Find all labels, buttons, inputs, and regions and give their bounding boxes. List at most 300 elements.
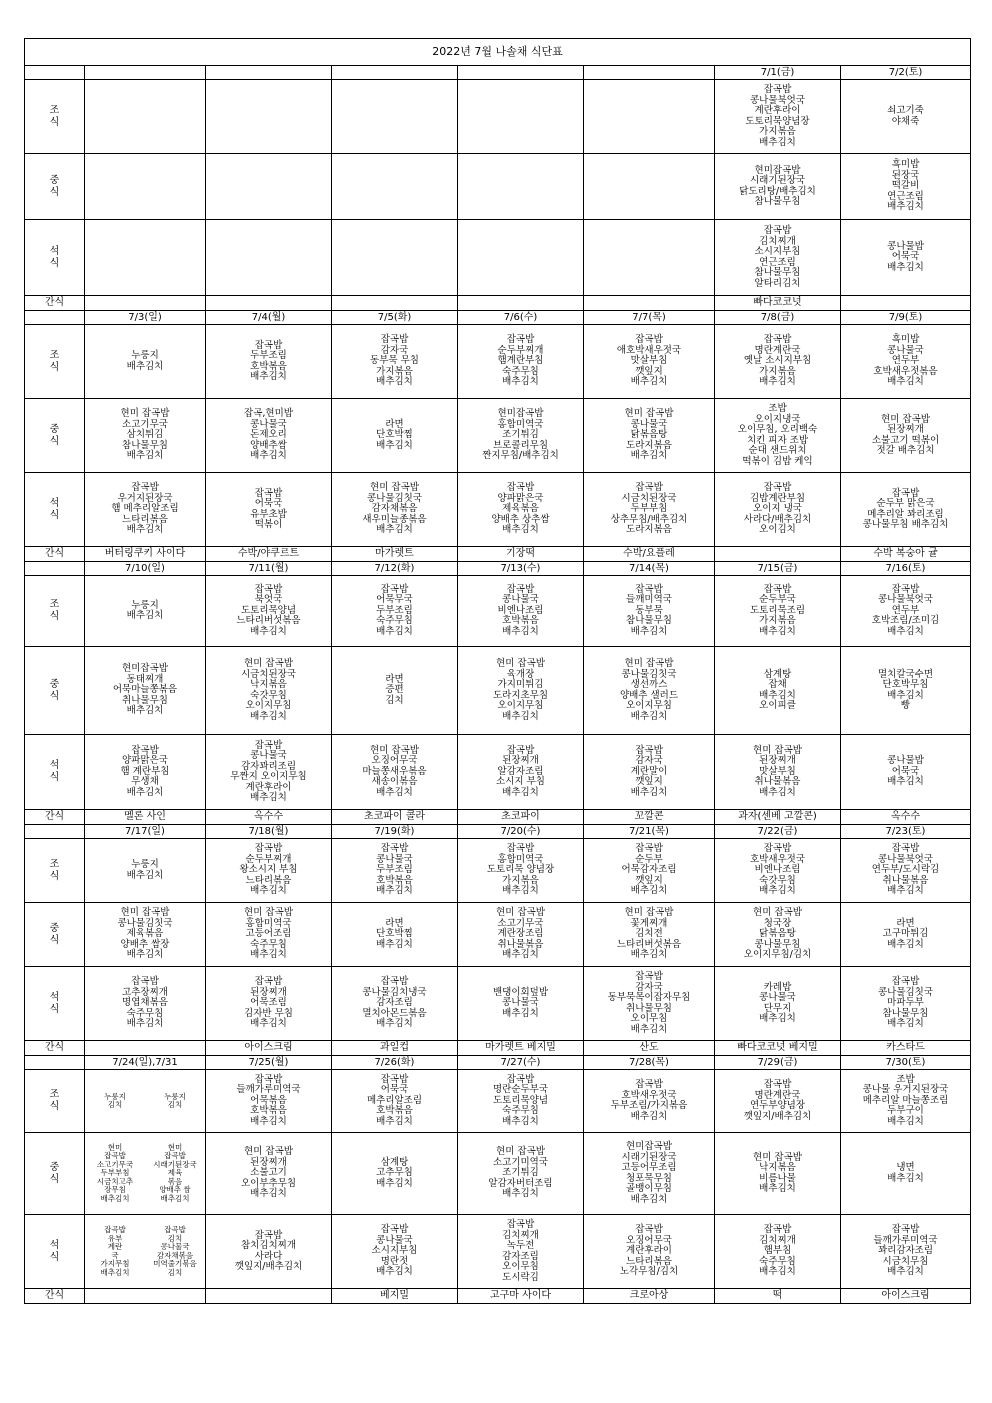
menu-item: 닭볶음탕 (630, 429, 668, 441)
menu-item: 들깨가루미역국 (236, 1084, 301, 1096)
breakfast-cell (841, 80, 971, 154)
dinner-cell (841, 1215, 971, 1289)
menu-item: 도시락김 (502, 1271, 539, 1283)
menu-item: 배추김치 (126, 524, 164, 536)
menu-item: 콩나물국 (250, 418, 287, 430)
menu-item: 떡볶이 김밥 케익 (742, 455, 813, 467)
menu-item: 배추김치 (502, 625, 539, 637)
menu-item: 느타리버섯볶음 (236, 615, 301, 627)
menu-item: 명엽채볶음 (122, 997, 168, 1009)
dinner-cell (85, 473, 206, 547)
snack-cell: 초코파이 (458, 810, 584, 825)
menu-item: 고추무침 (376, 1167, 413, 1179)
menu-item: 취나물무침 (626, 1002, 672, 1014)
snack-cell: 수박/요플레 (584, 547, 715, 562)
dinner-cell (332, 473, 458, 547)
menu-item: 녹두전 (506, 1240, 535, 1251)
menu-item: 홍합미역국 (245, 917, 292, 929)
menu-item: 김밥계란부침 (749, 492, 806, 504)
menu-item: 고추장찌개 (122, 986, 168, 998)
menu-item: 배추김치 (887, 625, 924, 637)
day-header: 7/20(수) (458, 825, 584, 839)
menu-item: 잡곡밥 (891, 1224, 920, 1236)
menu-item: 잡곡밥 (635, 482, 663, 494)
menu-item: 현미잡곡밥 (122, 663, 168, 675)
menu-item: 계란후라이 (626, 1245, 672, 1257)
day-header: 7/10(일) (85, 562, 206, 576)
day-header: 7/24(일),7/31 (85, 1056, 206, 1070)
breakfast-cell (332, 576, 458, 647)
menu-item: 누룽지 (131, 350, 159, 361)
menu-item: 배추김치 (759, 689, 796, 701)
menu-item: 고구마튀김 (882, 928, 929, 940)
menu-item: 잡곡밥 (380, 1224, 409, 1236)
menu-item: 배추김치 (126, 949, 164, 961)
lunch-cell (584, 154, 715, 220)
menu-item: 배추김치 (376, 938, 413, 950)
menu-item: 장무침 (104, 1185, 126, 1195)
menu-item: 현미 잡곡밥 (624, 658, 674, 669)
menu-item: 잡곡밥 (380, 976, 409, 988)
menu-item: 연근조림 (759, 256, 796, 268)
day-header: 7/12(화) (332, 562, 458, 576)
dinner-cell (206, 473, 332, 547)
snack-cell: 떡 (715, 1289, 841, 1304)
snack-cell: 기장떡 (458, 547, 584, 562)
menu-item: 참치김치찌개 (240, 1240, 297, 1251)
menu-item: 잡곡밥 (635, 1224, 663, 1236)
menu-item: 순두부국 (759, 594, 796, 606)
menu-item: 명란젓 (380, 1255, 409, 1267)
day-header: 7/11(월) (206, 562, 332, 576)
menu-item: 어묵국 (891, 765, 920, 777)
menu-item: 배추김치 (126, 450, 164, 462)
breakfast-cell (841, 325, 971, 399)
menu-item: 콩나물무침 (754, 938, 801, 950)
menu-item: 돈제오리 (250, 429, 287, 441)
menu-item: 잡곡밥 (254, 976, 283, 988)
breakfast-cell (332, 1070, 458, 1133)
menu-item: 햄 계란부침 (120, 765, 170, 777)
snack-cell: 아이스크림 (206, 1041, 332, 1056)
lunch-cell (584, 399, 715, 473)
menu-item: 가지볶음 (759, 365, 796, 377)
menu-item: 잡곡밥 (891, 843, 920, 855)
menu-item: 청포묵무침 (626, 1172, 672, 1184)
menu-item: 잡곡밥 (164, 1151, 186, 1161)
menu-item: 숙주무침 (126, 1007, 164, 1019)
day-header: 7/16(토) (841, 562, 971, 576)
menu-item: 명란순두부국 (492, 1084, 549, 1096)
menu-item: 콩나물국 (250, 750, 287, 761)
menu-item: 조기튀김 (502, 1167, 539, 1179)
menu-item: 흑미밥 (891, 334, 920, 346)
day-header: 7/23(토) (841, 825, 971, 839)
lunch-cell (841, 1133, 971, 1215)
dinner-cell (841, 735, 971, 810)
menu-item: 미역줄기볶음 (153, 1259, 197, 1268)
menu-item: 배추김치 (376, 439, 413, 451)
menu-item: 콩나물밥 (887, 755, 924, 767)
menu-item: 현미 잡곡밥 (496, 658, 545, 669)
menu-item: 두부조림/가지볶음 (610, 1100, 688, 1111)
lunch-cell (206, 903, 332, 967)
menu-item: 감자채볶음 (156, 1250, 194, 1260)
menu-item: 잡곡밥 (131, 976, 159, 988)
menu-item: 도라지초무침 (492, 689, 549, 701)
menu-item: 배추김치 (126, 1018, 164, 1030)
lunch-cell (715, 647, 841, 735)
day-header: 7/15(금) (715, 562, 841, 576)
menu-item: 왕소시지 부침 (239, 864, 298, 876)
menu-item: 참나물무침 (754, 196, 801, 207)
menu-item: 오징어무국 (626, 1234, 672, 1246)
blank-corner (25, 66, 85, 80)
dinner-cell (85, 220, 206, 296)
menu-item: 배추김치 (126, 705, 164, 717)
breakfast-cell (332, 325, 458, 399)
menu-item: 닭도리탕/배추김치 (739, 185, 816, 197)
meal-label-breakfast: 조 식 (25, 839, 85, 903)
menu-item: 햄계란부침 (497, 355, 544, 367)
menu-item: 현미잡곡밥 (754, 164, 801, 176)
lunch-cell (332, 154, 458, 220)
menu-item: 북엇국 (254, 594, 283, 606)
meal-label-dinner: 석 식 (25, 473, 85, 547)
lunch-cell (841, 154, 971, 220)
menu-item: 누룽지 (104, 1091, 126, 1101)
lunch-cell (85, 903, 206, 967)
lunch-cell (332, 647, 458, 735)
day-header (85, 66, 206, 80)
menu-item: 배추김치 (502, 1115, 539, 1127)
menu-item: 배추김치 (376, 1115, 413, 1127)
menu-item: 잡곡밥 (254, 1073, 283, 1085)
menu-item: 잡곡밥 (635, 334, 663, 346)
menu-item: 순대 샌드위치 (748, 445, 807, 456)
snack-cell: 수박/야쿠르트 (206, 547, 332, 562)
menu-item: 배추김치 (759, 885, 796, 897)
snack-cell: 마가렛트 베지밀 (458, 1041, 584, 1056)
dinner-cell (206, 967, 332, 1041)
meal-label-breakfast: 조 식 (25, 1070, 85, 1133)
lunch-cell (332, 399, 458, 473)
menu-item: 배추김치 (887, 1115, 924, 1127)
day-header (584, 66, 715, 80)
menu-item: 느타리볶음 (245, 874, 292, 886)
menu-item: 오이지무침 (626, 700, 672, 711)
menu-item: 잡곡밥 (763, 1079, 792, 1090)
menu-item: 계란말이 (630, 765, 668, 777)
menu-item: 단무지 (763, 1002, 792, 1014)
menu-item: 취나물볶음 (882, 874, 929, 886)
menu-item: 콩나물김치냉국 (362, 986, 427, 998)
menu-item: 현미 잡곡밥 (496, 1146, 545, 1158)
dinner-cell (715, 473, 841, 547)
dinner-cell (458, 735, 584, 810)
menu-item: 콩나물북엇국 (877, 594, 934, 606)
menu-item: 상추무침/배추김치 (610, 513, 688, 525)
menu-item: 낙지볶음 (250, 679, 287, 690)
lunch-cell (584, 647, 715, 735)
breakfast-cell (332, 80, 458, 154)
snack-cell (85, 1289, 206, 1304)
dinner-cell (715, 1215, 841, 1289)
menu-item: 멸치칼국수면 (877, 668, 934, 680)
menu-item: 참나물무침 (882, 1007, 929, 1019)
dinner-cell (458, 220, 584, 296)
menu-item: 잡곡밥 (763, 84, 792, 95)
menu-item: 고등어조림 (245, 928, 292, 940)
menu-item: 잡곡밥 (380, 583, 409, 595)
menu-item: 배추김치 (759, 1266, 796, 1278)
day-header (206, 66, 332, 80)
menu-item: 콩나물국 (502, 997, 539, 1009)
menu-item: 시금치된장국 (621, 492, 677, 504)
lunch-cell (841, 647, 971, 735)
menu-item: 현미잡곡밥 (626, 1141, 672, 1152)
menu-item: 배추김치 (502, 524, 539, 536)
menu-item: 잡곡밥 (891, 976, 920, 988)
menu-item: 배추김치 (376, 786, 413, 798)
menu-item: 삼계탕 (380, 1156, 409, 1168)
day-header: 7/19(화) (332, 825, 458, 839)
menu-item: 제육볶음 (126, 928, 164, 940)
menu-item: 두부구이 (887, 1105, 924, 1117)
menu-item: 김치 (167, 1100, 183, 1109)
breakfast-cell (458, 80, 584, 154)
menu-item: 배추김치 (630, 786, 668, 798)
menu-item: 볶음 (167, 1176, 183, 1186)
menu-item: 참나물무침 (754, 267, 801, 278)
day-header: 7/30(토) (841, 1056, 971, 1070)
menu-item: 우거지된장국 (117, 492, 173, 504)
menu-item: 오이피클 (759, 700, 796, 711)
menu-item: 느타리볶음 (122, 513, 168, 525)
menu-item: 배추김치 (160, 1193, 190, 1203)
menu-item: 깻잎지 (635, 365, 663, 377)
day-header: 7/7(목) (584, 311, 715, 325)
menu-item: 비름나물 (759, 1172, 796, 1184)
dinner-cell (584, 220, 715, 296)
menu-item: 배추김치 (250, 371, 287, 382)
breakfast-cell (715, 576, 841, 647)
menu-item: 단호박찜 (376, 429, 413, 441)
menu-item: 조기튀김 (502, 429, 539, 441)
meal-label-dinner: 석 식 (25, 967, 85, 1041)
meal-label-breakfast: 조 식 (25, 80, 85, 154)
menu-item: 숙주무침 (376, 615, 413, 627)
menu-item: 육개장 (506, 668, 535, 680)
sunday-subcolumn (85, 1093, 145, 1110)
menu-item: 배추김치 (759, 625, 796, 637)
menu-item: 어묵무국 (376, 594, 413, 606)
day-header: 7/21(목) (584, 825, 715, 839)
menu-item: 현미 (107, 1142, 123, 1152)
menu-item: 무생채 (131, 776, 159, 788)
meal-label-lunch: 중 식 (25, 903, 85, 967)
menu-item: 깻잎지 (635, 874, 663, 886)
menu-item: 시래기된장국 (749, 175, 806, 186)
menu-item: 도토리묵조림 (749, 604, 806, 616)
menu-item: 조밥 (896, 1073, 915, 1085)
menu-item: 흑미밥 (891, 159, 920, 171)
breakfast-cell (85, 80, 206, 154)
menu-item: 배추김치 (630, 710, 668, 722)
snack-cell: 고구마 사이다 (458, 1289, 584, 1304)
breakfast-cell (715, 1070, 841, 1133)
menu-item: 호박새우젓볶음 (873, 365, 938, 377)
menu-item: 배추김치 (376, 1266, 413, 1278)
snack-cell: 마가렛트 (332, 547, 458, 562)
menu-item: 젓갈 배추김치 (876, 445, 935, 456)
menu-item: 잡곡밥 (891, 583, 920, 595)
breakfast-cell (715, 325, 841, 399)
lunch-cell (206, 399, 332, 473)
breakfast-cell (85, 325, 206, 399)
menu-item: 배추김치 (502, 949, 539, 961)
menu-item: 두부부침 (100, 1168, 130, 1178)
breakfast-cell (206, 839, 332, 903)
menu-item: 숙갓무침 (250, 689, 287, 701)
lunch-cell (584, 903, 715, 967)
snack-cell: 버터링쿠키 사이다 (85, 547, 206, 562)
meal-label-snack: 간식 (25, 810, 85, 825)
menu-item: 계란 (107, 1242, 123, 1251)
menu-item: 현미 잡곡밥 (881, 413, 930, 425)
menu-item: 콩나물국 (630, 418, 668, 430)
menu-item: 도토리묵양념 (240, 604, 297, 616)
menu-item: 연두부양념장 (749, 1100, 806, 1111)
dinner-cell (584, 967, 715, 1041)
menu-item: 들깨미역국 (626, 594, 672, 606)
menu-item: 오이무침 (502, 1261, 539, 1272)
menu-item: 배추김치 (376, 1177, 413, 1189)
menu-item: 오이김치 (759, 524, 796, 536)
menu-item: 잡곡밥 (506, 334, 535, 346)
menu-item: 가지무침 (100, 1259, 130, 1268)
menu-item: 배추김치 (759, 786, 796, 798)
menu-item: 된장찌개 (502, 755, 539, 767)
menu-item: 콩나물국 (759, 992, 796, 1003)
menu-item: 잡곡밥 (635, 744, 663, 756)
menu-item: 누룽지 (164, 1091, 186, 1101)
meal-plan-table (24, 38, 971, 1304)
dinner-cell (715, 735, 841, 810)
menu-item: 유부 (107, 1233, 123, 1243)
menu-item: 시금치무침 (882, 1255, 929, 1267)
menu-item: 현미 잡곡밥 (244, 658, 293, 669)
menu-item: 짠지무침/배추김치 (482, 450, 559, 462)
menu-item: 현미 잡곡밥 (370, 482, 419, 494)
sunday-subcolumn (85, 1226, 145, 1277)
menu-item: 김치 (107, 1100, 123, 1109)
menu-item: 숙주무침 (250, 938, 287, 950)
menu-item: 잡곡밥 (635, 971, 663, 982)
menu-item: 배추김치 (759, 376, 796, 388)
menu-item: 배추김치 (250, 450, 287, 462)
meal-label-lunch: 중 식 (25, 1133, 85, 1215)
menu-item: 소고기무국 (497, 917, 544, 929)
snack-cell: 꼬깔콘 (584, 810, 715, 825)
menu-item: 콩나물김칫국 (877, 986, 934, 998)
menu-item: 잡곡밥 (763, 843, 792, 855)
menu-item: 사라다/배추김치 (743, 513, 812, 525)
menu-item: 콩나물국 (887, 344, 924, 356)
menu-item: 김치찌개 (502, 1229, 539, 1241)
dinner-cell (85, 967, 206, 1041)
menu-item: 콩나물국 (160, 1242, 190, 1251)
menu-item: 배추김치 (126, 869, 164, 881)
menu-item: 도라지볶음 (626, 524, 672, 536)
menu-item: 맛살부침 (759, 765, 796, 777)
menu-item: 콩나물김칫국 (117, 917, 173, 929)
menu-item: 오이무침, 오리백숙 (737, 424, 818, 435)
dinner-cell (841, 473, 971, 547)
day-header: 7/22(금) (715, 825, 841, 839)
menu-item: 잡곡밥 (763, 225, 792, 236)
menu-item: 배추김치 (887, 1172, 924, 1184)
menu-item: 잡곡밥 (763, 482, 792, 494)
meal-label-snack: 간식 (25, 1041, 85, 1056)
day-header: 7/27(수) (458, 1056, 584, 1070)
menu-item: 호박볶음 (502, 615, 539, 627)
menu-item: 된장찌개 (759, 755, 796, 767)
dinner-cell (332, 220, 458, 296)
meal-label-lunch: 중 식 (25, 647, 85, 735)
dinner-cell (332, 735, 458, 810)
menu-item: 동부묵 무침 (370, 355, 419, 367)
menu-item: 청국장 (763, 917, 792, 929)
menu-item: 오이지 냉국 (753, 503, 802, 515)
menu-item: 누룽지 (131, 859, 159, 870)
menu-item: 삼치튀김 (126, 429, 164, 441)
menu-item: 취나물볶음 (497, 938, 544, 950)
menu-item: 배추김치 (630, 450, 668, 462)
menu-item: 두부조림 (376, 604, 413, 616)
breakfast-cell (715, 839, 841, 903)
breakfast-cell (841, 576, 971, 647)
menu-item: 두부부침 (630, 503, 668, 515)
menu-item: 배추김치 (630, 949, 668, 961)
menu-item: 잡채 (768, 679, 787, 690)
menu-item: 순두부 (635, 853, 663, 865)
menu-item: 잡곡밥 (506, 482, 535, 494)
menu-item: 알감자조림 (497, 765, 544, 777)
menu-item: 배추김치 (502, 885, 539, 897)
menu-item: 배추김치 (630, 885, 668, 897)
menu-item: 콩나물 우거지된장국 (862, 1084, 949, 1096)
menu-item: 잡곡밥 (763, 1224, 792, 1236)
menu-item: 닭볶음탕 (759, 928, 796, 940)
breakfast-cell (332, 839, 458, 903)
menu-item: 멸치아몬드볶음 (362, 1007, 427, 1019)
menu-item: 배추김치 (630, 1023, 668, 1035)
day-header: 7/26(화) (332, 1056, 458, 1070)
menu-item: 양배추 쌈장 (120, 938, 170, 950)
menu-item: 오이무침 (630, 1013, 668, 1024)
menu-item: 콩나물국 (376, 1234, 413, 1246)
breakfast-cell (206, 1070, 332, 1133)
menu-item: 제육 (167, 1168, 183, 1178)
menu-item: 비엔나조림 (754, 864, 801, 876)
dinner-cell (584, 735, 715, 810)
menu-item: 떡갈비 (891, 180, 920, 192)
lunch-cell (458, 1133, 584, 1215)
menu-item: 현미 잡곡밥 (244, 907, 293, 919)
breakfast-cell (584, 325, 715, 399)
menu-item: 김자반 무침 (244, 1007, 293, 1019)
